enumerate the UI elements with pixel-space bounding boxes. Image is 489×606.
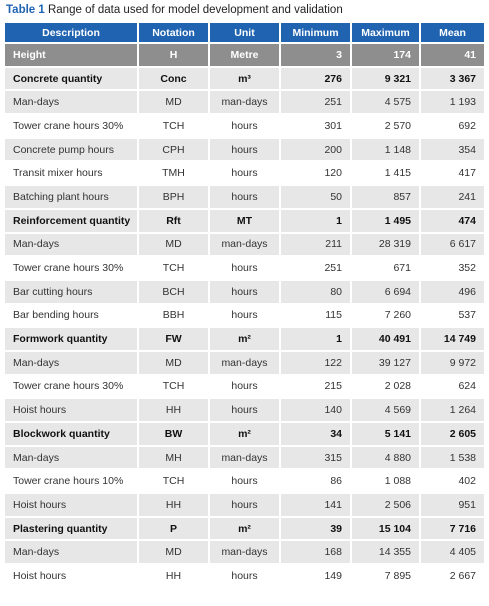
cell-mean: 7 716 bbox=[421, 518, 484, 540]
table-row bbox=[5, 162, 484, 184]
cell-mean: 2 667 bbox=[421, 565, 484, 587]
cell-unit: hours bbox=[210, 305, 279, 327]
group-row bbox=[5, 68, 484, 90]
cell-notation: CPH bbox=[139, 139, 208, 161]
cell-minimum: 1 bbox=[281, 328, 350, 350]
cell-description: Bar bending hours bbox=[5, 305, 137, 327]
cell-unit: hours bbox=[210, 257, 279, 279]
cell-description: Hoist hours bbox=[5, 494, 137, 516]
cell-description: Plastering quantity bbox=[5, 518, 137, 540]
cell-mean: 692 bbox=[421, 115, 484, 137]
cell-description: Formwork quantity bbox=[5, 328, 137, 350]
cell-unit: man-days bbox=[210, 352, 279, 374]
cell-maximum: 1 415 bbox=[352, 162, 419, 184]
cell-description: Batching plant hours bbox=[5, 186, 137, 208]
cell-description: Bar cutting hours bbox=[5, 281, 137, 303]
column-header-notation: Notation bbox=[139, 23, 208, 42]
table-row bbox=[5, 186, 484, 208]
cell-mean: 417 bbox=[421, 162, 484, 184]
cell-minimum: 211 bbox=[281, 234, 350, 256]
cell-unit: man-days bbox=[210, 447, 279, 469]
cell-maximum: 14 355 bbox=[352, 541, 419, 563]
cell-notation: TCH bbox=[139, 376, 208, 398]
cell-description: Man-days bbox=[5, 91, 137, 113]
cell-minimum: 80 bbox=[281, 281, 350, 303]
cell-notation: BCH bbox=[139, 281, 208, 303]
cell-maximum: 857 bbox=[352, 186, 419, 208]
table-title: Range of data used for model development and validation bbox=[47, 4, 343, 16]
cell-minimum: 200 bbox=[281, 139, 350, 161]
cell-minimum: 168 bbox=[281, 541, 350, 563]
cell-notation: FW bbox=[139, 328, 208, 350]
height-row bbox=[5, 44, 484, 66]
cell-minimum: 149 bbox=[281, 565, 350, 587]
group-row bbox=[5, 423, 484, 445]
cell-description: Man-days bbox=[5, 352, 137, 374]
cell-unit: hours bbox=[210, 139, 279, 161]
cell-mean: 1 264 bbox=[421, 399, 484, 421]
cell-minimum: 115 bbox=[281, 305, 350, 327]
cell-maximum: 1 148 bbox=[352, 139, 419, 161]
cell-mean: 41 bbox=[421, 44, 484, 66]
table-row bbox=[5, 399, 484, 421]
cell-unit: man-days bbox=[210, 234, 279, 256]
cell-minimum: 301 bbox=[281, 115, 350, 137]
cell-description: Tower crane hours 30% bbox=[5, 376, 137, 398]
group-row bbox=[5, 210, 484, 232]
cell-mean: 14 749 bbox=[421, 328, 484, 350]
cell-notation: TCH bbox=[139, 115, 208, 137]
cell-maximum: 1 088 bbox=[352, 470, 419, 492]
cell-description: Man-days bbox=[5, 447, 137, 469]
cell-mean: 537 bbox=[421, 305, 484, 327]
table-row bbox=[5, 541, 484, 563]
cell-unit: m² bbox=[210, 328, 279, 350]
cell-minimum: 251 bbox=[281, 257, 350, 279]
cell-maximum: 2 028 bbox=[352, 376, 419, 398]
cell-notation: BBH bbox=[139, 305, 208, 327]
table-row bbox=[5, 376, 484, 398]
column-header-unit: Unit bbox=[210, 23, 279, 42]
cell-maximum: 6 694 bbox=[352, 281, 419, 303]
cell-mean: 1 193 bbox=[421, 91, 484, 113]
cell-notation: MD bbox=[139, 91, 208, 113]
cell-description: Man-days bbox=[5, 234, 137, 256]
cell-maximum: 39 127 bbox=[352, 352, 419, 374]
cell-unit: hours bbox=[210, 115, 279, 137]
cell-unit: hours bbox=[210, 162, 279, 184]
header-row bbox=[5, 23, 484, 42]
cell-notation: H bbox=[139, 44, 208, 66]
cell-mean: 951 bbox=[421, 494, 484, 516]
cell-unit: m² bbox=[210, 518, 279, 540]
cell-mean: 4 405 bbox=[421, 541, 484, 563]
cell-minimum: 276 bbox=[281, 68, 350, 90]
cell-maximum: 9 321 bbox=[352, 68, 419, 90]
cell-unit: MT bbox=[210, 210, 279, 232]
cell-minimum: 315 bbox=[281, 447, 350, 469]
cell-mean: 352 bbox=[421, 257, 484, 279]
cell-notation: TCH bbox=[139, 257, 208, 279]
cell-minimum: 3 bbox=[281, 44, 350, 66]
cell-maximum: 4 575 bbox=[352, 91, 419, 113]
cell-unit: m³ bbox=[210, 68, 279, 90]
cell-minimum: 215 bbox=[281, 376, 350, 398]
cell-notation: BPH bbox=[139, 186, 208, 208]
group-row bbox=[5, 518, 484, 540]
table-caption bbox=[6, 4, 343, 16]
column-header-minimum: Minimum bbox=[281, 23, 350, 42]
table-row bbox=[5, 494, 484, 516]
cell-mean: 6 617 bbox=[421, 234, 484, 256]
cell-unit: man-days bbox=[210, 91, 279, 113]
cell-mean: 3 367 bbox=[421, 68, 484, 90]
table-row bbox=[5, 352, 484, 374]
table-body bbox=[5, 44, 484, 587]
cell-minimum: 86 bbox=[281, 470, 350, 492]
cell-notation: HH bbox=[139, 494, 208, 516]
cell-minimum: 122 bbox=[281, 352, 350, 374]
cell-maximum: 671 bbox=[352, 257, 419, 279]
table-number: Table 1 bbox=[6, 4, 45, 16]
cell-unit: hours bbox=[210, 376, 279, 398]
cell-notation: MD bbox=[139, 234, 208, 256]
cell-minimum: 39 bbox=[281, 518, 350, 540]
cell-mean: 9 972 bbox=[421, 352, 484, 374]
column-header-description: Description bbox=[5, 23, 137, 42]
column-header-maximum: Maximum bbox=[352, 23, 419, 42]
cell-minimum: 251 bbox=[281, 91, 350, 113]
cell-notation: HH bbox=[139, 565, 208, 587]
cell-notation: MH bbox=[139, 447, 208, 469]
cell-maximum: 15 104 bbox=[352, 518, 419, 540]
table-row bbox=[5, 470, 484, 492]
cell-notation: TCH bbox=[139, 470, 208, 492]
cell-description: Reinforcement quantity bbox=[5, 210, 137, 232]
cell-mean: 402 bbox=[421, 470, 484, 492]
cell-mean: 241 bbox=[421, 186, 484, 208]
cell-maximum: 174 bbox=[352, 44, 419, 66]
cell-mean: 1 538 bbox=[421, 447, 484, 469]
cell-unit: hours bbox=[210, 470, 279, 492]
cell-maximum: 5 141 bbox=[352, 423, 419, 445]
cell-minimum: 50 bbox=[281, 186, 350, 208]
cell-maximum: 7 260 bbox=[352, 305, 419, 327]
cell-notation: TMH bbox=[139, 162, 208, 184]
cell-description: Man-days bbox=[5, 541, 137, 563]
cell-maximum: 2 570 bbox=[352, 115, 419, 137]
cell-maximum: 7 895 bbox=[352, 565, 419, 587]
cell-notation: HH bbox=[139, 399, 208, 421]
table-row bbox=[5, 447, 484, 469]
cell-minimum: 141 bbox=[281, 494, 350, 516]
data-table bbox=[3, 21, 486, 589]
cell-mean: 354 bbox=[421, 139, 484, 161]
cell-maximum: 4 880 bbox=[352, 447, 419, 469]
table-row bbox=[5, 139, 484, 161]
cell-unit: hours bbox=[210, 186, 279, 208]
cell-minimum: 1 bbox=[281, 210, 350, 232]
cell-unit: hours bbox=[210, 565, 279, 587]
cell-description: Tower crane hours 30% bbox=[5, 257, 137, 279]
cell-minimum: 34 bbox=[281, 423, 350, 445]
cell-mean: 2 605 bbox=[421, 423, 484, 445]
cell-description: Concrete pump hours bbox=[5, 139, 137, 161]
table-row bbox=[5, 91, 484, 113]
cell-notation: Conc bbox=[139, 68, 208, 90]
cell-maximum: 1 495 bbox=[352, 210, 419, 232]
group-row bbox=[5, 328, 484, 350]
cell-unit: hours bbox=[210, 399, 279, 421]
cell-unit: Metre bbox=[210, 44, 279, 66]
table-row bbox=[5, 257, 484, 279]
table-row bbox=[5, 234, 484, 256]
cell-description: Hoist hours bbox=[5, 399, 137, 421]
cell-mean: 496 bbox=[421, 281, 484, 303]
cell-notation: Rft bbox=[139, 210, 208, 232]
cell-maximum: 28 319 bbox=[352, 234, 419, 256]
cell-description: Tower crane hours 30% bbox=[5, 115, 137, 137]
cell-unit: hours bbox=[210, 281, 279, 303]
cell-maximum: 2 506 bbox=[352, 494, 419, 516]
cell-notation: P bbox=[139, 518, 208, 540]
cell-maximum: 4 569 bbox=[352, 399, 419, 421]
cell-notation: MD bbox=[139, 541, 208, 563]
cell-description: Tower crane hours 10% bbox=[5, 470, 137, 492]
cell-notation: BW bbox=[139, 423, 208, 445]
table-row bbox=[5, 565, 484, 587]
column-header-mean: Mean bbox=[421, 23, 484, 42]
cell-unit: man-days bbox=[210, 541, 279, 563]
cell-unit: m² bbox=[210, 423, 279, 445]
cell-maximum: 40 491 bbox=[352, 328, 419, 350]
cell-description: Transit mixer hours bbox=[5, 162, 137, 184]
cell-minimum: 140 bbox=[281, 399, 350, 421]
table-row bbox=[5, 115, 484, 137]
cell-minimum: 120 bbox=[281, 162, 350, 184]
table-row bbox=[5, 305, 484, 327]
table-row bbox=[5, 281, 484, 303]
cell-unit: hours bbox=[210, 494, 279, 516]
cell-mean: 474 bbox=[421, 210, 484, 232]
cell-description: Hoist hours bbox=[5, 565, 137, 587]
cell-description: Height bbox=[5, 44, 137, 66]
cell-description: Concrete quantity bbox=[5, 68, 137, 90]
cell-description: Blockwork quantity bbox=[5, 423, 137, 445]
cell-notation: MD bbox=[139, 352, 208, 374]
cell-mean: 624 bbox=[421, 376, 484, 398]
